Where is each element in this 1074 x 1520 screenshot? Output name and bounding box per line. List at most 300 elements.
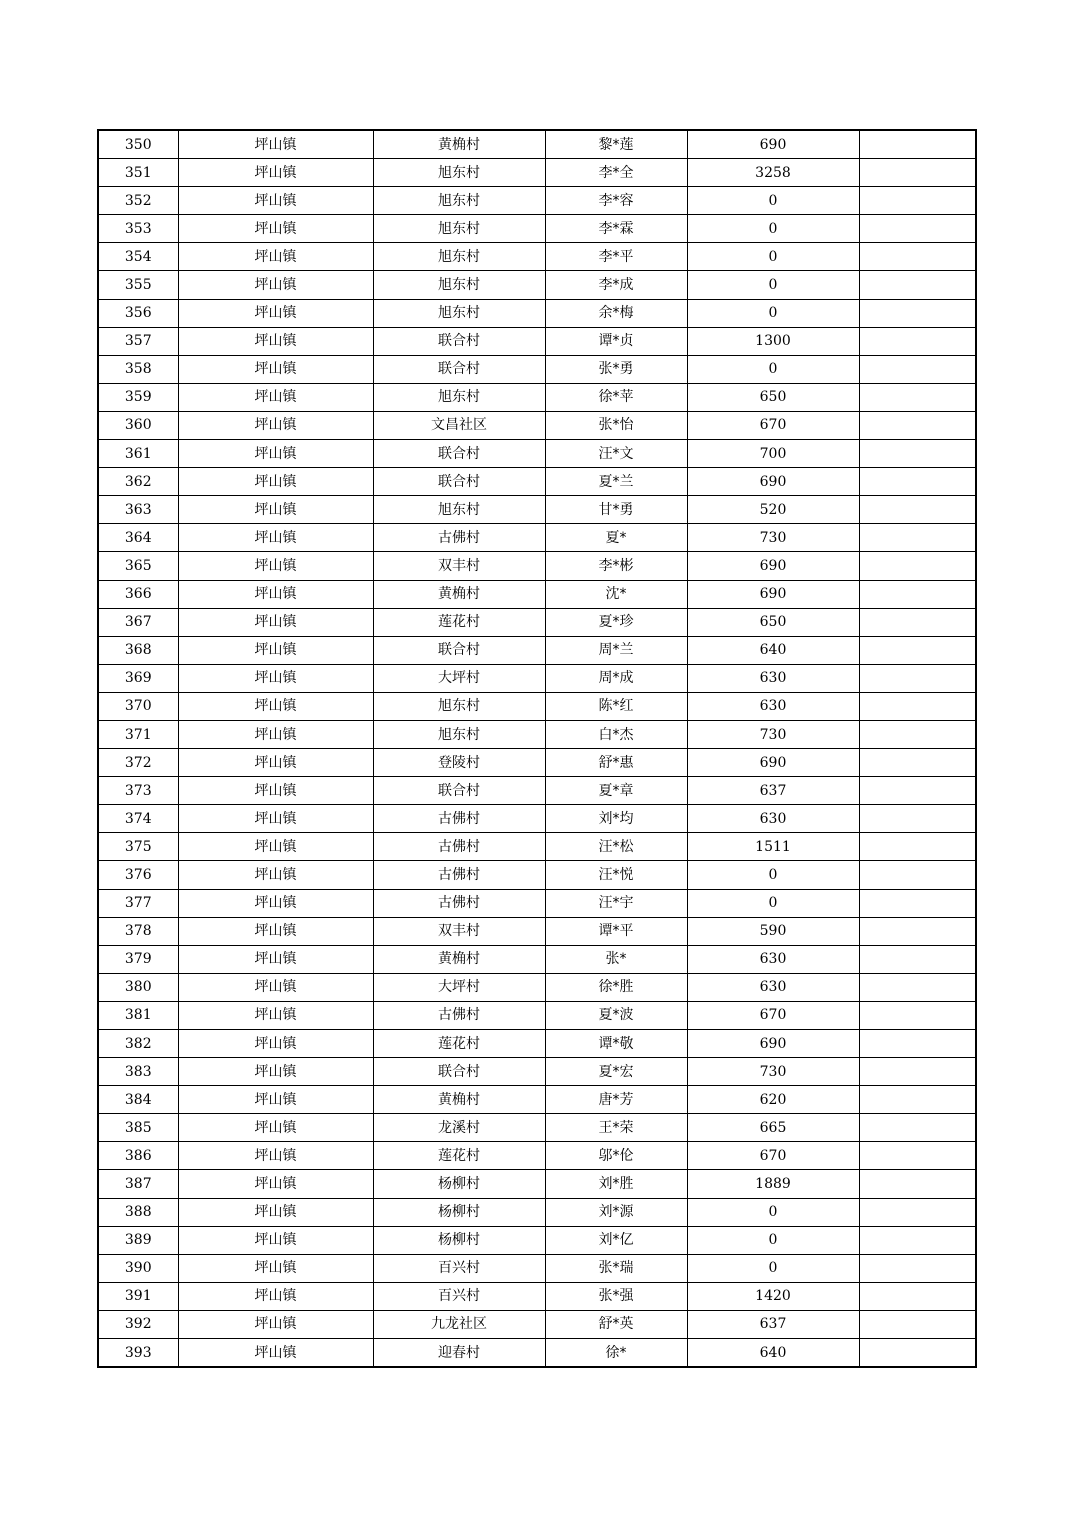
cell-row-number: 392 [98,1310,178,1338]
cell-name: 唐*芳 [545,1086,687,1114]
cell-remark [859,805,976,833]
cell-village: 迎春村 [373,1339,545,1368]
cell-remark [859,1058,976,1086]
table-row [98,945,976,973]
cell-name: 沈* [545,580,687,608]
cell-amount: 0 [687,215,859,243]
table-row [98,749,976,777]
cell-name: 邬*伦 [545,1142,687,1170]
cell-row-number: 379 [98,945,178,973]
cell-town: 坪山镇 [178,1198,373,1226]
cell-town: 坪山镇 [178,355,373,383]
cell-town: 坪山镇 [178,159,373,187]
cell-row-number: 381 [98,1001,178,1029]
cell-row-number: 370 [98,692,178,720]
cell-amount: 637 [687,1310,859,1338]
cell-row-number: 384 [98,1086,178,1114]
cell-town: 坪山镇 [178,327,373,355]
cell-village: 龙溪村 [373,1114,545,1142]
cell-amount: 1420 [687,1282,859,1310]
cell-row-number: 351 [98,159,178,187]
cell-village: 莲花村 [373,1142,545,1170]
cell-town: 坪山镇 [178,720,373,748]
cell-village: 黄桷村 [373,1086,545,1114]
table-row [98,917,976,945]
cell-town: 坪山镇 [178,552,373,580]
cell-town: 坪山镇 [178,496,373,524]
table-row [98,411,976,439]
table-row [98,187,976,215]
cell-remark [859,1254,976,1282]
cell-town: 坪山镇 [178,749,373,777]
cell-village: 杨柳村 [373,1198,545,1226]
cell-amount: 670 [687,1142,859,1170]
cell-village: 古佛村 [373,833,545,861]
table-row [98,833,976,861]
cell-remark [859,777,976,805]
cell-remark [859,187,976,215]
cell-town: 坪山镇 [178,187,373,215]
table-row [98,1114,976,1142]
cell-name: 张*瑞 [545,1254,687,1282]
cell-remark [859,636,976,664]
cell-name: 谭*平 [545,917,687,945]
cell-amount: 670 [687,411,859,439]
cell-row-number: 393 [98,1339,178,1368]
cell-remark [859,664,976,692]
cell-name: 夏*兰 [545,468,687,496]
cell-town: 坪山镇 [178,777,373,805]
cell-village: 百兴村 [373,1254,545,1282]
cell-name: 李*彬 [545,552,687,580]
table-row [98,383,976,411]
cell-amount: 0 [687,299,859,327]
cell-row-number: 391 [98,1282,178,1310]
cell-amount: 690 [687,1030,859,1058]
cell-amount: 650 [687,383,859,411]
table-row [98,777,976,805]
cell-name: 李*全 [545,159,687,187]
cell-town: 坪山镇 [178,1058,373,1086]
cell-name: 汪*悦 [545,861,687,889]
cell-village: 古佛村 [373,805,545,833]
cell-amount: 0 [687,355,859,383]
cell-amount: 0 [687,1226,859,1254]
cell-village: 联合村 [373,636,545,664]
cell-remark [859,215,976,243]
cell-remark [859,889,976,917]
table-row [98,1226,976,1254]
cell-row-number: 364 [98,524,178,552]
cell-village: 联合村 [373,327,545,355]
cell-village: 旭东村 [373,720,545,748]
cell-amount: 0 [687,889,859,917]
cell-row-number: 371 [98,720,178,748]
cell-remark [859,1226,976,1254]
table-row [98,496,976,524]
cell-town: 坪山镇 [178,243,373,271]
cell-amount: 620 [687,1086,859,1114]
cell-remark [859,861,976,889]
table-row [98,861,976,889]
cell-row-number: 382 [98,1030,178,1058]
cell-row-number: 387 [98,1170,178,1198]
cell-town: 坪山镇 [178,215,373,243]
cell-village: 百兴村 [373,1282,545,1310]
cell-amount: 630 [687,692,859,720]
cell-village: 黄桷村 [373,130,545,159]
cell-row-number: 360 [98,411,178,439]
cell-remark [859,1339,976,1368]
cell-row-number: 363 [98,496,178,524]
cell-name: 谭*敬 [545,1030,687,1058]
cell-remark [859,1114,976,1142]
cell-village: 联合村 [373,468,545,496]
table-row [98,692,976,720]
cell-town: 坪山镇 [178,1030,373,1058]
cell-name: 周*兰 [545,636,687,664]
cell-name: 汪*宇 [545,889,687,917]
cell-remark [859,496,976,524]
cell-row-number: 358 [98,355,178,383]
table-row [98,159,976,187]
table-row [98,580,976,608]
cell-town: 坪山镇 [178,861,373,889]
cell-name: 夏* [545,524,687,552]
cell-remark [859,580,976,608]
cell-remark [859,692,976,720]
cell-name: 陈*红 [545,692,687,720]
cell-row-number: 372 [98,749,178,777]
cell-row-number: 359 [98,383,178,411]
cell-name: 徐* [545,1339,687,1368]
cell-name: 舒*惠 [545,749,687,777]
cell-amount: 1889 [687,1170,859,1198]
cell-name: 张*怡 [545,411,687,439]
cell-name: 余*梅 [545,299,687,327]
cell-village: 旭东村 [373,496,545,524]
cell-name: 徐*胜 [545,973,687,1001]
cell-village: 联合村 [373,355,545,383]
cell-village: 大坪村 [373,664,545,692]
cell-remark [859,1086,976,1114]
cell-amount: 630 [687,805,859,833]
cell-remark [859,973,976,1001]
table-row [98,1001,976,1029]
cell-name: 刘*亿 [545,1226,687,1254]
cell-remark [859,1170,976,1198]
cell-amount: 665 [687,1114,859,1142]
cell-name: 谭*贞 [545,327,687,355]
cell-row-number: 389 [98,1226,178,1254]
cell-name: 甘*勇 [545,496,687,524]
cell-village: 九龙社区 [373,1310,545,1338]
cell-town: 坪山镇 [178,945,373,973]
cell-amount: 730 [687,1058,859,1086]
cell-town: 坪山镇 [178,411,373,439]
cell-remark [859,1198,976,1226]
cell-amount: 0 [687,861,859,889]
cell-village: 黄桷村 [373,945,545,973]
cell-name: 夏*宏 [545,1058,687,1086]
cell-name: 夏*章 [545,777,687,805]
cell-row-number: 375 [98,833,178,861]
cell-village: 联合村 [373,1058,545,1086]
cell-amount: 0 [687,1198,859,1226]
table-row [98,664,976,692]
cell-name: 舒*英 [545,1310,687,1338]
table-row [98,1339,976,1368]
cell-town: 坪山镇 [178,383,373,411]
table-row [98,1030,976,1058]
cell-remark [859,355,976,383]
cell-row-number: 377 [98,889,178,917]
cell-remark [859,1282,976,1310]
cell-village: 莲花村 [373,1030,545,1058]
cell-town: 坪山镇 [178,973,373,1001]
cell-row-number: 380 [98,973,178,1001]
cell-town: 坪山镇 [178,1310,373,1338]
cell-amount: 730 [687,524,859,552]
cell-amount: 690 [687,468,859,496]
cell-amount: 1300 [687,327,859,355]
cell-row-number: 356 [98,299,178,327]
table-row [98,1170,976,1198]
cell-name: 白*杰 [545,720,687,748]
cell-village: 文昌社区 [373,411,545,439]
cell-village: 杨柳村 [373,1226,545,1254]
table-row [98,552,976,580]
table-row [98,130,976,159]
cell-town: 坪山镇 [178,917,373,945]
cell-remark [859,524,976,552]
cell-village: 双丰村 [373,552,545,580]
table-row [98,215,976,243]
cell-row-number: 354 [98,243,178,271]
cell-remark [859,383,976,411]
cell-amount: 690 [687,130,859,159]
cell-town: 坪山镇 [178,524,373,552]
cell-village: 旭东村 [373,215,545,243]
cell-row-number: 385 [98,1114,178,1142]
cell-name: 李*平 [545,243,687,271]
table-row [98,299,976,327]
cell-village: 旭东村 [373,299,545,327]
cell-town: 坪山镇 [178,580,373,608]
cell-name: 王*荣 [545,1114,687,1142]
cell-remark [859,159,976,187]
table-row [98,1142,976,1170]
cell-town: 坪山镇 [178,636,373,664]
table-row [98,608,976,636]
cell-town: 坪山镇 [178,889,373,917]
cell-village: 旭东村 [373,187,545,215]
cell-name: 黎*莲 [545,130,687,159]
cell-town: 坪山镇 [178,468,373,496]
cell-row-number: 362 [98,468,178,496]
cell-town: 坪山镇 [178,299,373,327]
cell-town: 坪山镇 [178,1254,373,1282]
cell-remark [859,945,976,973]
cell-town: 坪山镇 [178,271,373,299]
cell-amount: 630 [687,945,859,973]
cell-village: 旭东村 [373,692,545,720]
cell-village: 大坪村 [373,973,545,1001]
cell-name: 刘*均 [545,805,687,833]
cell-name: 周*成 [545,664,687,692]
cell-name: 张*强 [545,1282,687,1310]
cell-row-number: 368 [98,636,178,664]
table-row [98,1058,976,1086]
cell-amount: 1511 [687,833,859,861]
cell-row-number: 353 [98,215,178,243]
cell-village: 古佛村 [373,1001,545,1029]
cell-remark [859,1310,976,1338]
cell-town: 坪山镇 [178,692,373,720]
cell-village: 黄桷村 [373,580,545,608]
cell-town: 坪山镇 [178,1226,373,1254]
cell-town: 坪山镇 [178,1001,373,1029]
cell-name: 张*勇 [545,355,687,383]
table-row [98,889,976,917]
cell-row-number: 361 [98,440,178,468]
cell-name: 刘*胜 [545,1170,687,1198]
cell-town: 坪山镇 [178,664,373,692]
cell-remark [859,608,976,636]
cell-amount: 520 [687,496,859,524]
cell-remark [859,1030,976,1058]
cell-amount: 690 [687,749,859,777]
cell-remark [859,917,976,945]
cell-row-number: 386 [98,1142,178,1170]
cell-town: 坪山镇 [178,1114,373,1142]
cell-row-number: 355 [98,271,178,299]
cell-row-number: 388 [98,1198,178,1226]
cell-village: 古佛村 [373,861,545,889]
cell-village: 旭东村 [373,383,545,411]
cell-name: 汪*文 [545,440,687,468]
cell-remark [859,833,976,861]
table-row [98,468,976,496]
cell-amount: 3258 [687,159,859,187]
table-row [98,271,976,299]
table-row [98,973,976,1001]
cell-row-number: 378 [98,917,178,945]
cell-remark [859,1142,976,1170]
cell-village: 杨柳村 [373,1170,545,1198]
table-row [98,524,976,552]
cell-amount: 590 [687,917,859,945]
cell-amount: 700 [687,440,859,468]
cell-remark [859,749,976,777]
cell-remark [859,243,976,271]
table-row [98,440,976,468]
table-row [98,805,976,833]
cell-row-number: 352 [98,187,178,215]
cell-town: 坪山镇 [178,440,373,468]
cell-row-number: 365 [98,552,178,580]
cell-amount: 730 [687,720,859,748]
cell-row-number: 390 [98,1254,178,1282]
cell-name: 夏*波 [545,1001,687,1029]
cell-remark [859,411,976,439]
cell-village: 登陵村 [373,749,545,777]
cell-amount: 0 [687,1254,859,1282]
cell-row-number: 357 [98,327,178,355]
data-table [97,129,977,1368]
cell-row-number: 383 [98,1058,178,1086]
cell-row-number: 376 [98,861,178,889]
cell-amount: 670 [687,1001,859,1029]
cell-remark [859,552,976,580]
cell-remark [859,440,976,468]
cell-row-number: 350 [98,130,178,159]
table-row [98,720,976,748]
table-row [98,355,976,383]
cell-town: 坪山镇 [178,833,373,861]
cell-amount: 630 [687,664,859,692]
cell-village: 古佛村 [373,524,545,552]
cell-village: 旭东村 [373,159,545,187]
cell-amount: 0 [687,243,859,271]
cell-remark [859,720,976,748]
cell-amount: 640 [687,1339,859,1368]
cell-town: 坪山镇 [178,608,373,636]
cell-row-number: 373 [98,777,178,805]
cell-village: 莲花村 [373,608,545,636]
cell-village: 旭东村 [373,271,545,299]
cell-village: 古佛村 [373,889,545,917]
cell-amount: 0 [687,187,859,215]
table-body [98,130,976,1367]
cell-town: 坪山镇 [178,1282,373,1310]
table-row [98,327,976,355]
cell-row-number: 367 [98,608,178,636]
cell-town: 坪山镇 [178,130,373,159]
cell-town: 坪山镇 [178,1086,373,1114]
table-row [98,636,976,664]
cell-remark [859,1001,976,1029]
cell-name: 李*霖 [545,215,687,243]
cell-name: 徐*苹 [545,383,687,411]
cell-town: 坪山镇 [178,1170,373,1198]
table-row [98,1254,976,1282]
cell-amount: 630 [687,973,859,1001]
cell-name: 夏*珍 [545,608,687,636]
cell-remark [859,130,976,159]
table-row [98,1310,976,1338]
cell-name: 李*成 [545,271,687,299]
cell-town: 坪山镇 [178,1142,373,1170]
table-row [98,1282,976,1310]
cell-name: 汪*松 [545,833,687,861]
cell-village: 联合村 [373,777,545,805]
cell-village: 联合村 [373,440,545,468]
cell-row-number: 374 [98,805,178,833]
cell-amount: 690 [687,552,859,580]
cell-town: 坪山镇 [178,1339,373,1368]
cell-amount: 637 [687,777,859,805]
cell-remark [859,299,976,327]
cell-amount: 640 [687,636,859,664]
cell-row-number: 369 [98,664,178,692]
cell-amount: 650 [687,608,859,636]
table-row [98,243,976,271]
cell-amount: 0 [687,271,859,299]
cell-remark [859,271,976,299]
cell-name: 刘*源 [545,1198,687,1226]
cell-remark [859,327,976,355]
